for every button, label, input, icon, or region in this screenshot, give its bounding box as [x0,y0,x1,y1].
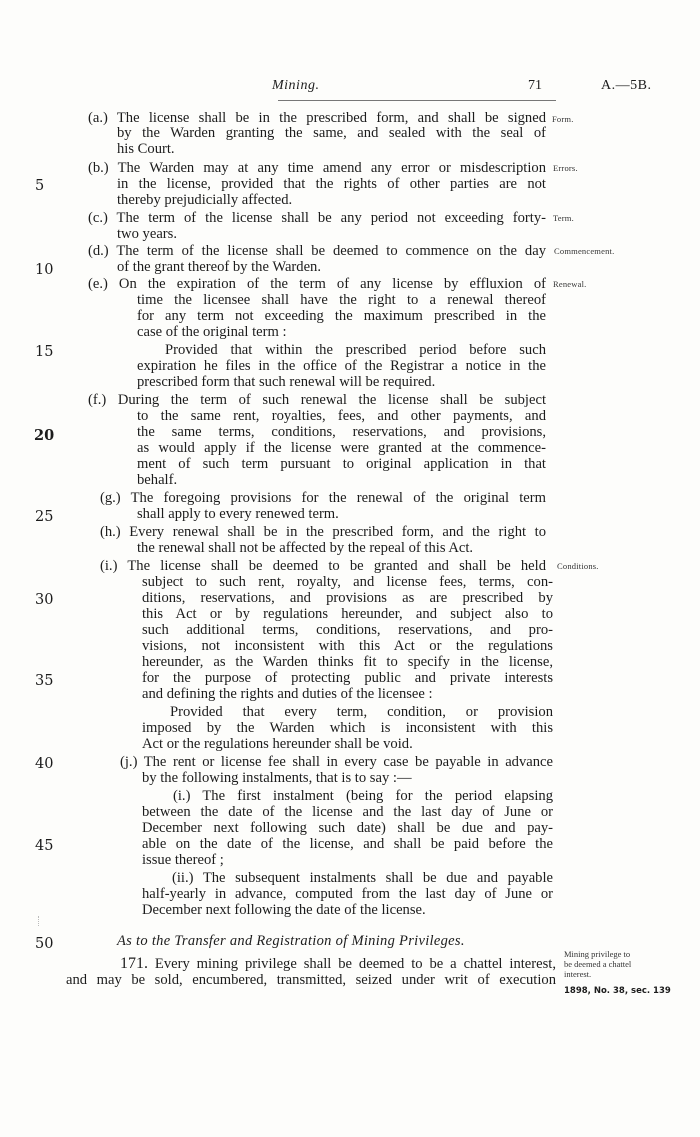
text-line [0,540,700,556]
text-line-content: two years. [117,226,177,242]
section-171-line-2: and may be sold, encumbered, transmitted, seized under writ of execution [66,972,556,988]
text-line [0,902,700,918]
text-line [0,408,700,424]
header-rule [278,100,556,101]
text-line-content: by the Warden granting the same, and sealed with the seal of [117,125,546,141]
text-line-content: hereunder, as the Warden thinks fit to specify in the license, [142,654,553,670]
text-line [0,141,700,157]
text-line-content: as would apply if the license were granted at the commence- [137,440,546,456]
section-number: 171. [120,955,148,972]
text-line [0,160,700,176]
side-note-line: interest. [564,969,592,979]
side-note: Errors. [553,163,578,173]
line-number: 20 [34,427,55,444]
text-line-content: Provided that every term, condition, or provision [170,704,553,720]
text-line-content: half-yearly in advance, computed from the last day of June or [142,886,553,902]
text-line [0,392,700,408]
text-line [0,324,700,340]
text-line [0,686,700,702]
text-line [0,374,700,390]
text-line-content: December next following such date) shall be due and pay- [142,820,553,836]
header-page-number: 71 [528,78,542,93]
section-171-line-1 [120,955,556,973]
text-line-content: issue thereof ; [142,852,224,868]
text-line-content: (j.) The rent or license fee shall in every case be payable in advance [120,754,553,770]
text-line [0,424,700,440]
text-line-content: (d.) The term of the license shall be deemed to commence on the day [88,243,546,259]
side-note-line: be deemed a chattel [564,959,632,969]
text-line [0,574,700,590]
text-line [0,472,700,488]
text-line-content: (h.) Every renewal shall be in the prescribed form, and the right to [100,524,546,540]
text-line-content: prescribed form that such renewal will be required. [137,374,436,390]
text-line-content: ment of such term pursuant to original application in that [137,456,546,472]
text-line-content: the renewal shall not be affected by the repeal of this Act. [137,540,474,556]
side-note-line: Mining privilege to [564,949,631,959]
line-number: 5 [35,178,45,194]
side-note-mining-privilege [564,949,631,979]
text-line-content: for the purpose of protecting public and private interests [142,670,553,686]
text-line-content: expiration he files in the office of the Registrar a notice in the [137,358,546,374]
header-document-ref: A.—5B. [601,78,652,93]
text-line [0,276,700,292]
text-line-content: December next following the date of the license. [142,902,426,918]
section-line-1-text: Every mining privilege shall be deemed to be a chattel interest, [148,956,556,972]
text-line-content: Provided that within the prescribed period before such [165,342,546,358]
text-line [0,259,700,275]
text-line-content: ditions, reservations, and provisions as are prescribed by [142,590,553,606]
text-line-content: (f.) During the term of such renewal the license shall be subject [88,392,546,408]
text-line-content: (b.) The Warden may at any time amend any error or misdescription [88,160,546,176]
text-line-content: (g.) The foregoing provisions for the renewal of the original term [100,490,546,506]
text-line-content: Act or the regulations hereunder shall be void. [142,736,413,752]
text-line-content: visions, not inconsistent with this Act or the regulations [142,638,553,654]
text-line [0,506,700,522]
text-line-content: able on the date of the license, and shall be paid before the [142,836,553,852]
header-title: Mining. [272,78,320,93]
text-line-content: subject to such rent, royalty, and license fees, terms, con- [142,574,553,590]
text-line-content: behalf. [137,472,178,488]
text-line [0,670,700,686]
text-line-content: (a.) The license shall be in the prescribed form, and shall be signed [88,110,546,126]
side-note: Form. [552,114,574,124]
text-line [0,638,700,654]
text-line [0,736,700,752]
line-number: 30 [35,592,54,608]
line-number: 40 [35,756,54,772]
text-line [0,704,700,720]
text-line-content: and defining the rights and duties of the licensee : [142,686,433,702]
line-number: 35 [35,673,54,689]
text-line-content: this Act or by regulations hereunder, and subject also to [142,606,553,622]
text-line-content: for any term not exceeding the maximum prescribed in the [137,308,546,324]
text-line-content: thereby prejudicially affected. [117,192,293,208]
text-line-content: the same terms, conditions, reservations, and provisions, [137,424,546,440]
text-line [0,210,700,226]
text-line [0,886,700,902]
text-line [0,292,700,308]
text-line [0,754,700,770]
text-line-content: such additional terms, conditions, reservations, and pro- [142,622,553,638]
text-line-content: in the license, provided that the rights of other parties are not [117,176,546,192]
side-note: Conditions. [557,561,599,571]
text-line [0,622,700,638]
text-line [0,720,700,736]
text-line [0,654,700,670]
text-line-content: shall apply to every renewed term. [137,506,339,522]
text-line [0,606,700,622]
text-line-content: (c.) The term of the license shall be any period not exceeding forty- [88,210,546,226]
text-line [0,852,700,868]
line-number: 10 [35,262,54,278]
statute-reference: 1898, No. 38, sec. 139 [564,986,671,996]
text-line-content: time the licensee shall have the right to a renewal thereof [137,292,546,308]
text-line-content: of the grant thereof by the Warden. [117,259,322,275]
text-line [0,770,700,786]
text-line [0,358,700,374]
text-line-content: (i.) The first instalment (being for the period elapsing [173,788,553,804]
text-line [0,490,700,506]
text-line [0,176,700,192]
text-line [0,308,700,324]
text-line [0,440,700,456]
text-line [0,342,700,358]
text-line [0,788,700,804]
text-line [0,820,700,836]
line-number: 45 [35,838,54,854]
margin-speck [38,916,41,926]
text-line-content: to the same rent, royalties, fees, and other payments, and [137,408,546,424]
text-line [0,125,700,141]
text-line-content: imposed by the Warden which is inconsistent with this [142,720,553,736]
side-note: Renewal. [553,279,587,289]
text-line [0,192,700,208]
text-line-content: (e.) On the expiration of the term of any license by effluxion of [88,276,546,292]
side-note: Term. [553,213,574,223]
side-note: Commencement. [554,246,615,256]
text-line-content: (i.) The license shall be deemed to be granted and shall be held [100,558,546,574]
text-line-content: case of the original term : [137,324,287,340]
line-number: 15 [35,344,54,360]
text-line [0,836,700,852]
text-line-content: between the date of the license and the last day of June or [142,804,553,820]
text-line [0,524,700,540]
text-line-content: (ii.) The subsequent instalments shall be due and payable [172,870,553,886]
text-line-content: by the following instalments, that is to say :— [142,770,412,786]
text-line [0,590,700,606]
text-line [0,456,700,472]
line-number: 50 [35,936,54,952]
text-line [0,226,700,242]
line-number: 25 [35,509,54,525]
text-line [0,870,700,886]
section-heading: As to the Transfer and Registration of Mining Privileges. [117,933,465,949]
text-line [0,804,700,820]
text-line-content: his Court. [117,141,175,157]
text-line [0,110,700,126]
